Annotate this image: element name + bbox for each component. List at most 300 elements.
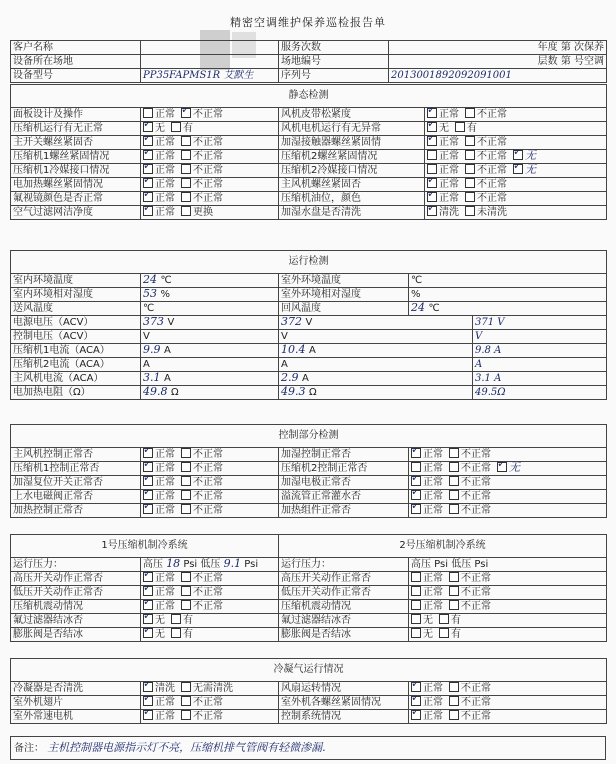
checkbox-option[interactable] — [449, 601, 491, 612]
checkbox-label: 正常 — [155, 109, 175, 120]
checkbox-label: 正常 — [155, 601, 175, 612]
measure-label: 压缩机1电流（ACA） — [11, 344, 141, 358]
checkbox-option[interactable] — [427, 123, 449, 134]
item-options — [141, 192, 279, 206]
checkbox-option[interactable] — [143, 137, 175, 148]
checkbox-option[interactable] — [143, 629, 165, 640]
checkbox[interactable] — [143, 614, 153, 624]
table-row — [11, 504, 607, 518]
checkbox-label: 不正常 — [461, 573, 491, 584]
item-options — [409, 490, 607, 504]
checkbox-label: 正常 — [155, 505, 175, 516]
checkbox-label: 不正常 — [461, 449, 491, 460]
checkbox-option[interactable] — [143, 573, 175, 584]
item-options — [141, 504, 279, 518]
checkbox-group — [143, 109, 229, 120]
checkbox-option[interactable] — [143, 109, 175, 120]
checkbox[interactable] — [449, 696, 459, 706]
table-row — [11, 682, 607, 696]
checkbox-option[interactable] — [449, 505, 491, 516]
checkbox-group — [411, 463, 497, 474]
extra-option[interactable] — [513, 151, 536, 162]
checkbox-option[interactable] — [427, 151, 459, 162]
checkbox-option[interactable] — [411, 615, 433, 626]
checkbox-option[interactable] — [143, 711, 175, 722]
checkbox-label: 不正常 — [477, 109, 507, 120]
checkbox-label: 无 — [509, 461, 520, 474]
checkbox[interactable] — [143, 122, 153, 132]
item-label: 压缩机1控制正常否 — [11, 462, 141, 476]
checkbox[interactable] — [411, 476, 421, 486]
item-options — [141, 136, 279, 150]
checkbox[interactable] — [513, 164, 523, 174]
checkbox-option[interactable] — [181, 573, 223, 584]
item-options — [409, 448, 607, 462]
checkbox[interactable] — [449, 462, 459, 472]
checkbox[interactable] — [455, 122, 465, 132]
pressure-values: 高压 18 Psi 低压 9.1 Psi — [141, 558, 279, 572]
checkbox-option[interactable] — [181, 151, 223, 162]
checkbox[interactable] — [181, 150, 191, 160]
checkbox[interactable] — [411, 696, 421, 706]
checkbox-label: 正常 — [155, 587, 175, 598]
checkbox[interactable] — [143, 504, 153, 514]
measure-label: 电加热电阻（Ω） — [11, 386, 141, 400]
checkbox-label: 不正常 — [477, 165, 507, 176]
checkbox-option[interactable] — [143, 193, 175, 204]
table-row — [11, 386, 607, 400]
checkbox-label: 正常 — [439, 193, 459, 204]
item-label: 冷凝器是否清洗 — [11, 682, 141, 696]
extra-option[interactable] — [513, 165, 536, 176]
checkbox-group — [411, 573, 497, 584]
checkbox[interactable] — [143, 108, 153, 118]
checkbox-option[interactable] — [427, 179, 459, 190]
checkbox[interactable] — [143, 178, 153, 188]
checkbox-option[interactable] — [181, 165, 223, 176]
checkbox-option[interactable] — [449, 477, 491, 488]
checkbox-option[interactable] — [181, 463, 223, 474]
checkbox-option[interactable] — [411, 463, 443, 474]
table-row — [11, 192, 607, 206]
measure-label: 室外环境温度 — [279, 274, 409, 288]
unit: ℃ — [411, 275, 423, 286]
checkbox-option[interactable] — [181, 601, 223, 612]
measure-value — [279, 344, 473, 358]
checkbox-label: 不正常 — [193, 137, 223, 148]
low-pressure-value: 9.1 — [223, 557, 242, 570]
checkbox[interactable] — [181, 572, 191, 582]
checkbox[interactable] — [427, 108, 437, 118]
checkbox-option[interactable] — [143, 179, 175, 190]
checkbox[interactable] — [143, 572, 153, 582]
checkbox[interactable] — [411, 572, 421, 582]
checkbox-label: 正常 — [155, 207, 175, 218]
checkbox[interactable] — [181, 682, 191, 692]
checkbox-label: 正常 — [423, 683, 443, 694]
item-label: 压缩机2冷媒接口情况 — [279, 164, 425, 178]
table-row — [11, 600, 607, 614]
checkbox-option[interactable] — [143, 151, 175, 162]
measure-label: 送风温度 — [11, 302, 141, 316]
checkbox[interactable] — [181, 696, 191, 706]
checkbox-option[interactable] — [449, 449, 491, 460]
table-row — [11, 372, 607, 386]
checkbox-label: 不正常 — [477, 179, 507, 190]
item-options — [141, 600, 279, 614]
measure-value-3: 3.1 A — [473, 372, 607, 386]
checkbox-option[interactable] — [411, 505, 443, 516]
checkbox-label: 无 — [155, 629, 165, 640]
checkbox[interactable] — [411, 586, 421, 596]
checkbox-label: 正常 — [155, 449, 175, 460]
checkbox-option[interactable] — [143, 505, 175, 516]
item-label: 压缩机2螺丝紧固情况 — [279, 150, 425, 164]
checkbox[interactable] — [427, 206, 437, 216]
checkbox-option[interactable] — [181, 505, 223, 516]
checkbox[interactable] — [181, 136, 191, 146]
field-label: 序列号 — [279, 69, 389, 83]
checkbox[interactable] — [411, 448, 421, 458]
checkbox[interactable] — [449, 448, 459, 458]
checkbox[interactable] — [181, 108, 191, 118]
checkbox[interactable] — [465, 108, 475, 118]
checkbox-label: 正常 — [423, 711, 443, 722]
checkbox-label: 正常 — [155, 697, 175, 708]
item-label: 高压开关动作正常否 — [11, 572, 141, 586]
checkbox[interactable] — [449, 586, 459, 596]
checkbox[interactable] — [411, 710, 421, 720]
checkbox[interactable] — [143, 628, 153, 638]
checkbox[interactable] — [181, 192, 191, 202]
checkbox-option[interactable] — [143, 449, 175, 460]
checkbox-option[interactable] — [427, 109, 459, 120]
checkbox[interactable] — [411, 628, 421, 638]
measure-label: 室内环境温度 — [11, 274, 141, 288]
checkbox-option[interactable] — [465, 179, 507, 190]
checkbox-option[interactable] — [465, 137, 507, 148]
checkbox[interactable] — [427, 122, 437, 132]
checkbox[interactable] — [181, 164, 191, 174]
checkbox-label: 未清洗 — [477, 207, 507, 218]
checkbox-group — [411, 711, 497, 722]
checkbox[interactable] — [143, 600, 153, 610]
checkbox[interactable] — [181, 600, 191, 610]
checkbox[interactable] — [143, 696, 153, 706]
checkbox-group — [143, 683, 239, 694]
unit: A — [281, 359, 288, 370]
checkbox-option[interactable] — [181, 491, 223, 502]
extra-option[interactable] — [497, 463, 520, 474]
checkbox-option[interactable] — [449, 491, 491, 502]
checkbox[interactable] — [449, 600, 459, 610]
table-row — [11, 358, 607, 372]
checkbox-label: 无 — [155, 615, 165, 626]
checkbox[interactable] — [427, 192, 437, 202]
checkbox-label: 有 — [451, 629, 461, 640]
checkbox[interactable] — [497, 462, 507, 472]
checkbox[interactable] — [465, 178, 475, 188]
checkbox-group — [411, 477, 497, 488]
checkbox-option[interactable] — [181, 207, 213, 218]
field-label: 设备所在场地 — [11, 55, 141, 69]
service-count-field: 年度 第 次保养 — [389, 41, 607, 55]
checkbox-label: 不正常 — [461, 683, 491, 694]
checkbox[interactable] — [181, 448, 191, 458]
checkbox-option[interactable] — [143, 587, 175, 598]
unit: Ω — [309, 387, 317, 398]
item-options — [409, 600, 607, 614]
item-options — [425, 108, 607, 122]
checkbox[interactable] — [427, 178, 437, 188]
checkbox-group — [427, 165, 513, 176]
checkbox[interactable] — [181, 490, 191, 500]
checkbox-option[interactable] — [427, 207, 459, 218]
checkbox[interactable] — [465, 150, 475, 160]
checkbox-option[interactable] — [181, 711, 223, 722]
checkbox-group — [427, 151, 513, 162]
checkbox[interactable] — [143, 710, 153, 720]
item-options — [141, 572, 279, 586]
checkbox-option[interactable] — [181, 449, 223, 460]
checkbox-option[interactable] — [181, 179, 223, 190]
handwritten-value: 24 — [143, 273, 161, 286]
checkbox-label: 正常 — [155, 137, 175, 148]
checkbox-option[interactable] — [411, 629, 433, 640]
checkbox-option[interactable] — [411, 491, 443, 502]
checkbox-option[interactable] — [181, 477, 223, 488]
checkbox[interactable] — [465, 164, 475, 174]
checkbox-option[interactable] — [143, 123, 165, 134]
checkbox-label: 不正常 — [193, 697, 223, 708]
unit: % — [160, 289, 171, 300]
table-row — [11, 122, 607, 136]
checkbox-group — [143, 193, 229, 204]
checkbox-label: 正常 — [423, 463, 443, 474]
measure-label: 控制电压（ACV） — [11, 330, 141, 344]
table-row — [11, 614, 607, 628]
measure-value-3: A — [473, 358, 607, 372]
checkbox[interactable] — [181, 504, 191, 514]
pressure-label: 运行压力： — [11, 558, 141, 572]
checkbox[interactable] — [449, 710, 459, 720]
checkbox-option[interactable] — [411, 697, 443, 708]
checkbox[interactable] — [411, 614, 421, 624]
checkbox-label: 正常 — [439, 137, 459, 148]
checkbox-label: 不正常 — [193, 463, 223, 474]
checkbox-option[interactable] — [449, 683, 491, 694]
checkbox[interactable] — [143, 682, 153, 692]
table-row — [11, 535, 607, 558]
checkbox-label: 不正常 — [193, 491, 223, 502]
checkbox-option[interactable] — [427, 137, 459, 148]
pressure-label: 运行压力： — [279, 558, 409, 572]
checkbox-option[interactable] — [143, 491, 175, 502]
measure-value-3: V — [473, 330, 607, 344]
checkbox[interactable] — [465, 136, 475, 146]
form-table — [10, 250, 607, 400]
checkbox[interactable] — [143, 206, 153, 216]
checkbox[interactable] — [439, 628, 449, 638]
item-options — [141, 150, 279, 164]
checkbox[interactable] — [143, 586, 153, 596]
handwritten-value: 24 — [411, 301, 429, 314]
checkbox-option[interactable] — [449, 463, 491, 474]
checkbox-label: 正常 — [439, 179, 459, 190]
checkbox-option[interactable] — [411, 683, 443, 694]
checkbox-option[interactable] — [439, 629, 461, 640]
checkbox[interactable] — [449, 682, 459, 692]
checkbox-option[interactable] — [143, 477, 175, 488]
checkbox-option[interactable] — [411, 601, 443, 612]
checkbox-option[interactable] — [427, 165, 459, 176]
checkbox-option[interactable] — [181, 587, 223, 598]
checkbox[interactable] — [449, 476, 459, 486]
checkbox-group — [143, 629, 199, 640]
checkbox[interactable] — [449, 490, 459, 500]
checkbox-label: 正常 — [155, 151, 175, 162]
checkbox-option[interactable] — [171, 629, 193, 640]
checkbox-group — [411, 683, 497, 694]
checkbox-option[interactable] — [439, 615, 461, 626]
checkbox[interactable] — [411, 462, 421, 472]
checkbox-group — [143, 151, 229, 162]
checkbox-label: 正常 — [155, 179, 175, 190]
checkbox-label: 不正常 — [193, 711, 223, 722]
item-label: 风机皮带松紧度 — [279, 108, 425, 122]
checkbox[interactable] — [143, 136, 153, 146]
checkbox[interactable] — [181, 178, 191, 188]
handwritten-value: 373 — [143, 315, 168, 328]
checkbox[interactable] — [449, 572, 459, 582]
item-label: 主风机螺丝紧固否 — [279, 178, 425, 192]
checkbox-option[interactable] — [143, 615, 165, 626]
checkbox[interactable] — [143, 490, 153, 500]
checkbox-option[interactable] — [143, 697, 175, 708]
checkbox-group — [411, 615, 467, 626]
checkbox[interactable] — [143, 448, 153, 458]
checkbox-group — [143, 697, 229, 708]
model-value: PP35FAPMS1R 艾默生 — [141, 69, 279, 83]
checkbox[interactable] — [427, 164, 437, 174]
checkbox-option[interactable] — [181, 683, 233, 694]
checkbox[interactable] — [143, 476, 153, 486]
item-label: 加湿水盘是否清洗 — [279, 206, 425, 220]
checkbox[interactable] — [439, 614, 449, 624]
checkbox[interactable] — [513, 150, 523, 160]
checkbox[interactable] — [449, 504, 459, 514]
checkbox[interactable] — [171, 614, 181, 624]
checkbox[interactable] — [411, 490, 421, 500]
checkbox[interactable] — [181, 206, 191, 216]
checkbox-option[interactable] — [181, 109, 223, 120]
checkbox[interactable] — [465, 192, 475, 202]
checkbox-option[interactable] — [465, 193, 507, 204]
checkbox[interactable] — [171, 122, 181, 132]
unit: A — [309, 345, 316, 356]
checkbox-label: 不正常 — [193, 601, 223, 612]
checkbox-group — [143, 491, 229, 502]
item-options — [141, 448, 279, 462]
unit: V — [281, 331, 288, 342]
checkbox-option[interactable] — [449, 697, 491, 708]
checkbox-option[interactable] — [181, 697, 223, 708]
unit: ℃ — [428, 303, 440, 314]
checkbox-label: 不正常 — [193, 505, 223, 516]
checkbox[interactable] — [411, 600, 421, 610]
checkbox-group — [427, 207, 513, 218]
checkbox-option[interactable] — [143, 683, 175, 694]
checkbox-option[interactable] — [411, 711, 443, 722]
checkbox-option[interactable] — [143, 463, 175, 474]
checkbox-option[interactable] — [465, 207, 507, 218]
checkbox-option[interactable] — [143, 165, 175, 176]
item-label: 压缩机2控制正常否 — [279, 462, 409, 476]
checkbox-option[interactable] — [465, 165, 507, 176]
checkbox-option[interactable] — [143, 601, 175, 612]
checkbox-option[interactable] — [427, 193, 459, 204]
checkbox-option[interactable] — [411, 573, 443, 584]
checkbox[interactable] — [181, 586, 191, 596]
table-row — [11, 490, 607, 504]
measure-label: 电源电压（ACV） — [11, 316, 141, 330]
item-options — [425, 164, 607, 178]
checkbox[interactable] — [465, 206, 475, 216]
checkbox-option[interactable] — [411, 587, 443, 598]
checkbox-option[interactable] — [171, 123, 193, 134]
handwritten-value: 53 — [143, 287, 161, 300]
checkbox-label: 不正常 — [193, 109, 223, 120]
field-label: 设备型号 — [11, 69, 141, 83]
checkbox[interactable] — [181, 710, 191, 720]
checkbox[interactable] — [181, 462, 191, 472]
checkbox[interactable] — [181, 476, 191, 486]
checkbox[interactable] — [143, 462, 153, 472]
checkbox[interactable] — [427, 136, 437, 146]
checkbox[interactable] — [171, 628, 181, 638]
checkbox-option[interactable] — [449, 573, 491, 584]
checkbox-option[interactable] — [465, 151, 507, 162]
checkbox-option[interactable] — [449, 711, 491, 722]
checkbox-option[interactable] — [449, 587, 491, 598]
checkbox-option[interactable] — [181, 137, 223, 148]
checkbox[interactable] — [411, 682, 421, 692]
item-options — [409, 476, 607, 490]
table-row — [11, 558, 607, 572]
checkbox[interactable] — [143, 164, 153, 174]
item-label: 风扇运转情况 — [279, 682, 409, 696]
checkbox-option[interactable] — [455, 123, 477, 134]
checkbox-option[interactable] — [411, 477, 443, 488]
table-row — [11, 164, 607, 178]
checkbox-label: 不正常 — [461, 491, 491, 502]
checkbox-option[interactable] — [411, 449, 443, 460]
measure-value — [141, 316, 279, 330]
checkbox[interactable] — [427, 150, 437, 160]
item-options — [141, 490, 279, 504]
checkbox-option[interactable] — [143, 207, 175, 218]
checkbox-option[interactable] — [465, 109, 507, 120]
checkbox-option[interactable] — [181, 193, 223, 204]
checkbox[interactable] — [411, 504, 421, 514]
checkbox[interactable] — [143, 192, 153, 202]
checkbox[interactable] — [143, 150, 153, 160]
checkbox-label: 不正常 — [461, 477, 491, 488]
checkbox-label: 正常 — [423, 477, 443, 488]
checkbox-option[interactable] — [171, 615, 193, 626]
item-label: 加湿复位开关正常否 — [11, 476, 141, 490]
table-row — [11, 150, 607, 164]
